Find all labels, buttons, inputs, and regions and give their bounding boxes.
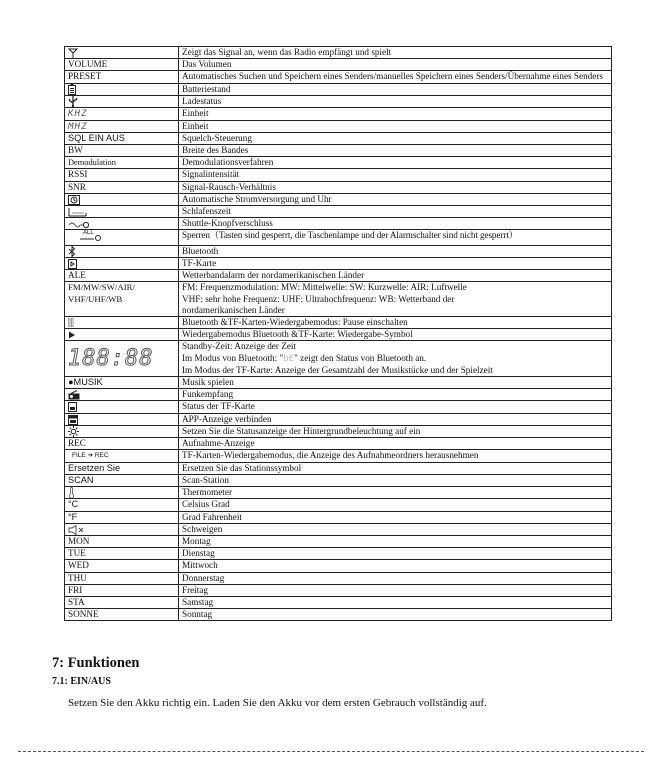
description-line: Im Modus von Bluetooth: "bE" zeigt den Status von Bluetooth an. bbox=[182, 352, 427, 364]
symbol-cell: Ersetzen Sie bbox=[65, 462, 179, 474]
description-cell: Celsius Grad bbox=[179, 499, 612, 511]
table-row bbox=[65, 157, 612, 169]
symbol-cell: FILE ➔ REC bbox=[65, 450, 179, 462]
body-paragraph: Setzen Sie den Akku richtig ein. Laden Sie den Akku vor dem ersten Gebrauch vollständig auf. bbox=[68, 697, 487, 709]
table-row bbox=[65, 523, 612, 535]
symbol-cell bbox=[65, 487, 179, 499]
symbol-cell bbox=[65, 413, 179, 425]
symbol-cell bbox=[65, 108, 179, 120]
table-row bbox=[65, 511, 612, 523]
table-row bbox=[65, 487, 612, 499]
symbol-cell: °F bbox=[65, 511, 179, 523]
table-row bbox=[65, 438, 612, 450]
table-row bbox=[65, 401, 612, 413]
table-row bbox=[65, 450, 612, 462]
description-cell: Musik spielen bbox=[179, 377, 612, 389]
symbol-cell: REC bbox=[65, 438, 179, 450]
symbol-cell bbox=[65, 120, 179, 132]
squelch-icon: SQL EIN AUS bbox=[68, 132, 125, 143]
description-cell: Wetterbandalarm der nordamerikanischen Länder bbox=[179, 270, 612, 282]
description-line: FM: Frequenzmodulation: MW: Mittelwelle: SW: Kurzwelle: AIR: Luftwelle bbox=[182, 282, 467, 293]
description-cell: Ersetzen Sie das Stationssymbol bbox=[179, 462, 612, 474]
description-cell: Wiedergabemodus Bluetooth &TF-Karte: Wiedergabe-Symbol bbox=[179, 329, 612, 341]
backlight-icon bbox=[68, 426, 79, 437]
table-row bbox=[65, 462, 612, 474]
description-cell: Donnerstag bbox=[179, 572, 612, 584]
table-row bbox=[65, 282, 612, 317]
symbol-cell: STA bbox=[65, 597, 179, 609]
play-icon bbox=[68, 331, 76, 339]
table-row bbox=[65, 560, 612, 572]
description-cell: Sonntag bbox=[179, 609, 612, 621]
symbol-cell bbox=[65, 47, 179, 59]
table-row bbox=[65, 548, 612, 560]
description-line: VHF: sehr hohe Frequenz: UHF: Ultrahochfrequenz: WB: Wetterband der bbox=[182, 293, 455, 304]
table-row bbox=[65, 96, 612, 108]
table-row bbox=[65, 59, 612, 71]
description-cell: Squelch-Steuerung bbox=[179, 132, 612, 144]
description-cell: Aufnahme-Anzeige bbox=[179, 438, 612, 450]
description-cell: Demodulationsverfahren bbox=[179, 157, 612, 169]
description-cell: Thermometer bbox=[179, 487, 612, 499]
symbol-cell: VOLUME bbox=[65, 59, 179, 71]
table-row bbox=[65, 145, 612, 157]
power-clock-icon bbox=[68, 195, 80, 205]
bluetooth-display-glyph: bE bbox=[283, 353, 295, 364]
symbol-cell: THU bbox=[65, 572, 179, 584]
symbol-cell bbox=[65, 218, 179, 230]
table-row bbox=[65, 270, 612, 282]
table-row bbox=[65, 230, 612, 245]
description-cell: Automatische Stromversorgung und Uhr bbox=[179, 193, 612, 205]
tf-card-icon bbox=[68, 259, 77, 269]
description-cell: Sperren（Tasten sind gesperrt, die Taschenlampe und der Alarmschalter sind nicht gesperrt） bbox=[179, 230, 612, 245]
description-line: Im Modus der TF-Karte: Anzeige der Gesamtzahl der Musikstücke und der Spielzeit bbox=[182, 364, 493, 375]
table-row bbox=[65, 120, 612, 132]
table-row bbox=[65, 425, 612, 437]
description-cell: Signal-Rausch-Verhältnis bbox=[179, 181, 612, 193]
description-cell: Samstag bbox=[179, 597, 612, 609]
table-row bbox=[65, 584, 612, 596]
table-row bbox=[65, 597, 612, 609]
table-row bbox=[65, 193, 612, 205]
description-cell: Signalintensität bbox=[179, 169, 612, 181]
table-row bbox=[65, 317, 612, 329]
symbol-cell bbox=[65, 96, 179, 108]
description-cell: Freitag bbox=[179, 584, 612, 596]
description-cell: TF-Karte bbox=[179, 258, 612, 270]
symbol-cell bbox=[65, 425, 179, 437]
description-cell: Dienstag bbox=[179, 548, 612, 560]
description-cell: Zeigt das Signal an, wenn das Radio empfängt und spielt bbox=[179, 47, 612, 59]
description-cell: Setzen Sie die Statusanzeige der Hintergrundbeleuchtung auf ein bbox=[179, 425, 612, 437]
table-row bbox=[65, 377, 612, 389]
description-cell bbox=[179, 282, 612, 317]
description-cell bbox=[179, 341, 612, 377]
table-row bbox=[65, 389, 612, 401]
description-cell: Das Volumen bbox=[179, 59, 612, 71]
description-cell: Mittwoch bbox=[179, 560, 612, 572]
page-bottom-rule bbox=[18, 751, 644, 752]
description-cell: Funkempfang bbox=[179, 389, 612, 401]
symbol-cell: SNR bbox=[65, 181, 179, 193]
band-symbol-line: VHF/UHF/WB bbox=[68, 293, 123, 304]
band-symbol-line: FM/MW/SW/AIR/ bbox=[68, 282, 135, 293]
symbol-cell bbox=[65, 329, 179, 341]
table-row bbox=[65, 218, 612, 230]
lock-all-icon: ALL bbox=[79, 230, 105, 241]
table-row bbox=[65, 536, 612, 548]
symbol-cell bbox=[65, 193, 179, 205]
table-row bbox=[65, 609, 612, 621]
table-row bbox=[65, 572, 612, 584]
subsection-title: 7.1: EIN/AUS bbox=[52, 676, 111, 687]
table-row bbox=[65, 132, 612, 144]
description-cell: Einheit bbox=[179, 108, 612, 120]
antenna-icon bbox=[68, 48, 78, 58]
symbol-cell: °C bbox=[65, 499, 179, 511]
pause-icon bbox=[68, 318, 74, 327]
tf-card-status-icon bbox=[68, 402, 77, 412]
app-connect-icon bbox=[68, 415, 78, 425]
description-cell: APP-Anzeige verbinden bbox=[179, 413, 612, 425]
thermometer-icon bbox=[68, 487, 75, 498]
symbol-cell bbox=[65, 282, 179, 317]
table-row bbox=[65, 71, 612, 83]
table-row bbox=[65, 329, 612, 341]
description-line: nordamerikanischen Länder bbox=[182, 304, 285, 315]
bluetooth-icon bbox=[68, 246, 76, 257]
symbol-cell bbox=[65, 389, 179, 401]
symbol-cell bbox=[65, 341, 179, 377]
mute-icon bbox=[68, 525, 86, 535]
table-row bbox=[65, 47, 612, 59]
radio-reception-icon bbox=[68, 390, 80, 400]
symbol-cell: SCAN bbox=[65, 474, 179, 486]
description-cell: Scan-Station bbox=[179, 474, 612, 486]
symbol-cell bbox=[65, 317, 179, 329]
symbol-cell bbox=[65, 401, 179, 413]
table-row bbox=[65, 499, 612, 511]
khz-segment-icon: KHZ bbox=[68, 108, 88, 120]
symbol-cell: Demodulation bbox=[65, 157, 179, 169]
symbol-cell: TUE bbox=[65, 548, 179, 560]
symbol-legend-table bbox=[64, 46, 612, 621]
description-cell: Shuttle-Knopfverschluss bbox=[179, 218, 612, 230]
description-cell: Bluetooth bbox=[179, 245, 612, 257]
symbol-cell: BW bbox=[65, 145, 179, 157]
description-line: Standby-Zeit: Anzeige der Zeit bbox=[182, 341, 297, 352]
description-cell: Bluetooth &TF-Karten-Wiedergabemodus: Pause einschalten bbox=[179, 317, 612, 329]
symbol-cell: MON bbox=[65, 536, 179, 548]
table-row bbox=[65, 474, 612, 486]
symbol-cell bbox=[65, 523, 179, 535]
table-row bbox=[65, 108, 612, 120]
symbol-cell: FRI bbox=[65, 584, 179, 596]
table-row bbox=[65, 181, 612, 193]
symbol-cell bbox=[65, 83, 179, 95]
symbol-cell bbox=[65, 230, 179, 245]
symbol-cell: PRESET bbox=[65, 71, 179, 83]
description-cell: Montag bbox=[179, 536, 612, 548]
symbol-cell bbox=[65, 258, 179, 270]
section-title: 7: Funktionen bbox=[52, 655, 140, 671]
description-cell: Schlafenszeit bbox=[179, 206, 612, 218]
symbol-cell bbox=[65, 132, 179, 144]
shuttle-knob-lock-icon bbox=[68, 220, 90, 229]
table-row bbox=[65, 169, 612, 181]
table-row bbox=[65, 83, 612, 95]
sleep-timer-icon bbox=[68, 207, 88, 217]
description-cell: Status der TF-Karte bbox=[179, 401, 612, 413]
description-cell: Automatisches Suchen und Speichern eines Senders/manuelles Speichern eines Senders/Übernahme eines Senders bbox=[179, 71, 612, 83]
table-row bbox=[65, 341, 612, 377]
symbol-cell: ALE bbox=[65, 270, 179, 282]
description-cell: Grad Fahrenheit bbox=[179, 511, 612, 523]
symbol-cell bbox=[65, 245, 179, 257]
mhz-segment-icon: MHZ bbox=[68, 120, 88, 132]
description-cell: Ladestatus bbox=[179, 96, 612, 108]
usb-icon bbox=[68, 96, 78, 107]
seven-segment-display-icon: 188:88 bbox=[68, 345, 154, 371]
symbol-cell: ●MUSIK bbox=[65, 377, 179, 389]
description-cell: Batteriestand bbox=[179, 83, 612, 95]
description-cell: Einheit bbox=[179, 120, 612, 132]
table-row bbox=[65, 206, 612, 218]
table-row bbox=[65, 413, 612, 425]
battery-icon bbox=[68, 84, 76, 95]
symbol-cell bbox=[65, 206, 179, 218]
description-cell: Schweigen bbox=[179, 523, 612, 535]
table-row bbox=[65, 258, 612, 270]
table-row bbox=[65, 245, 612, 257]
symbol-cell: WED bbox=[65, 560, 179, 572]
description-cell: TF-Karten-Wiedergabemodus, die Anzeige des Aufnahmeordners herausnehmen bbox=[179, 450, 612, 462]
symbol-cell: SONNE bbox=[65, 609, 179, 621]
description-cell: Breite des Bandes bbox=[179, 145, 612, 157]
symbol-cell: RSSI bbox=[65, 169, 179, 181]
